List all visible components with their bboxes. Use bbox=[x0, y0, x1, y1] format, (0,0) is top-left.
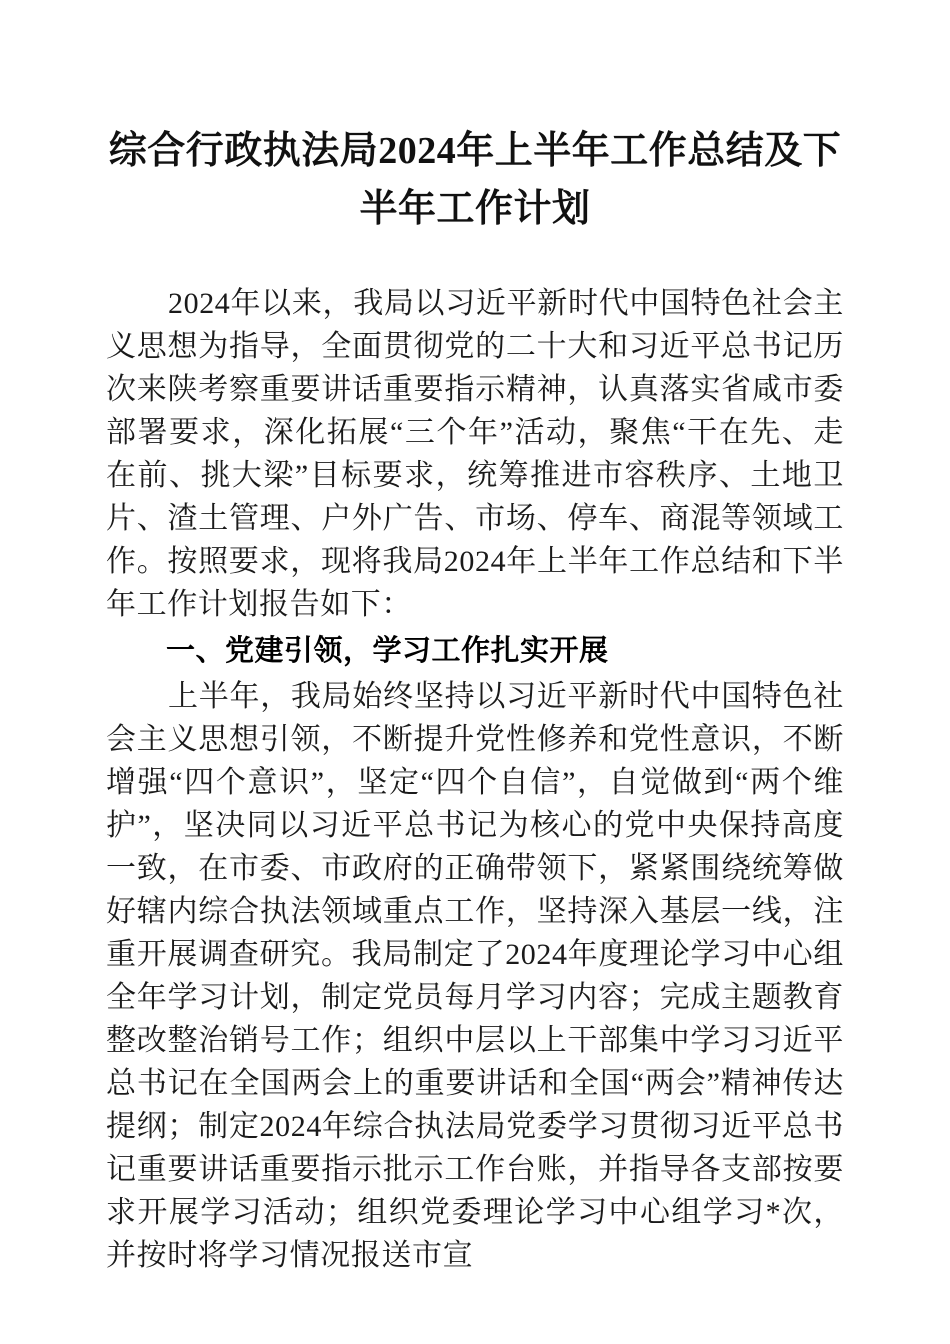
intro-paragraph: 2024年以来，我局以习近平新时代中国特色社会主义思想为指导，全面贯彻党的二十大和习近平总书记历次来陕考察重要讲话重要指示精神，认真落实省咸市委部署要求，深化拓展“三个年”活动，聚焦“干在先、走在前、挑大梁”目标要求，统筹推进市容秩序、土地卫片、渣土管理、户外广告、市场、停车、商混等领域工作。按照要求，现将我局2024年上半年工作总结和下半年工作计划报告如下： bbox=[106, 287, 844, 621]
title-spacer bbox=[106, 238, 844, 282]
section-heading-1: 一、党建引领，学习工作扎实开展 bbox=[166, 635, 609, 667]
page-title: 综合行政执法局2024年上半年工作总结及下半年工作计划 bbox=[108, 130, 842, 230]
page-content-column bbox=[106, 0, 844, 1277]
section-1-paragraph: 上半年，我局始终坚持以习近平新时代中国特色社会主义思想引领，不断提升党性修养和党性意识，不断增强“四个意识”，坚定“四个自信”，自觉做到“两个维护”，坚决同以习近平总书记为核心的党中央保持高度一致，在市委、市政府的正确带领下，紧紧围绕统筹做好辖内综合执法领域重点工作，坚持深入基层一线，注重开展调查研究。我局制定了2024年度理论学习中心组全年学习计划，制定党员每月学习内容；完成主题教育整改整治销号工作；组织中层以上干部集中学习习近平总书记在全国两会上的重要讲话和全国“两会”精神传达提纲；制定2024年综合执法局党委学习贯彻习近平总书记重要讲话重要指示批示工作台账，并指导各支部按要求开展学习活动；组织党委理论学习中心组学习*次，并按时将学习情况报送市宣 bbox=[106, 680, 844, 1272]
